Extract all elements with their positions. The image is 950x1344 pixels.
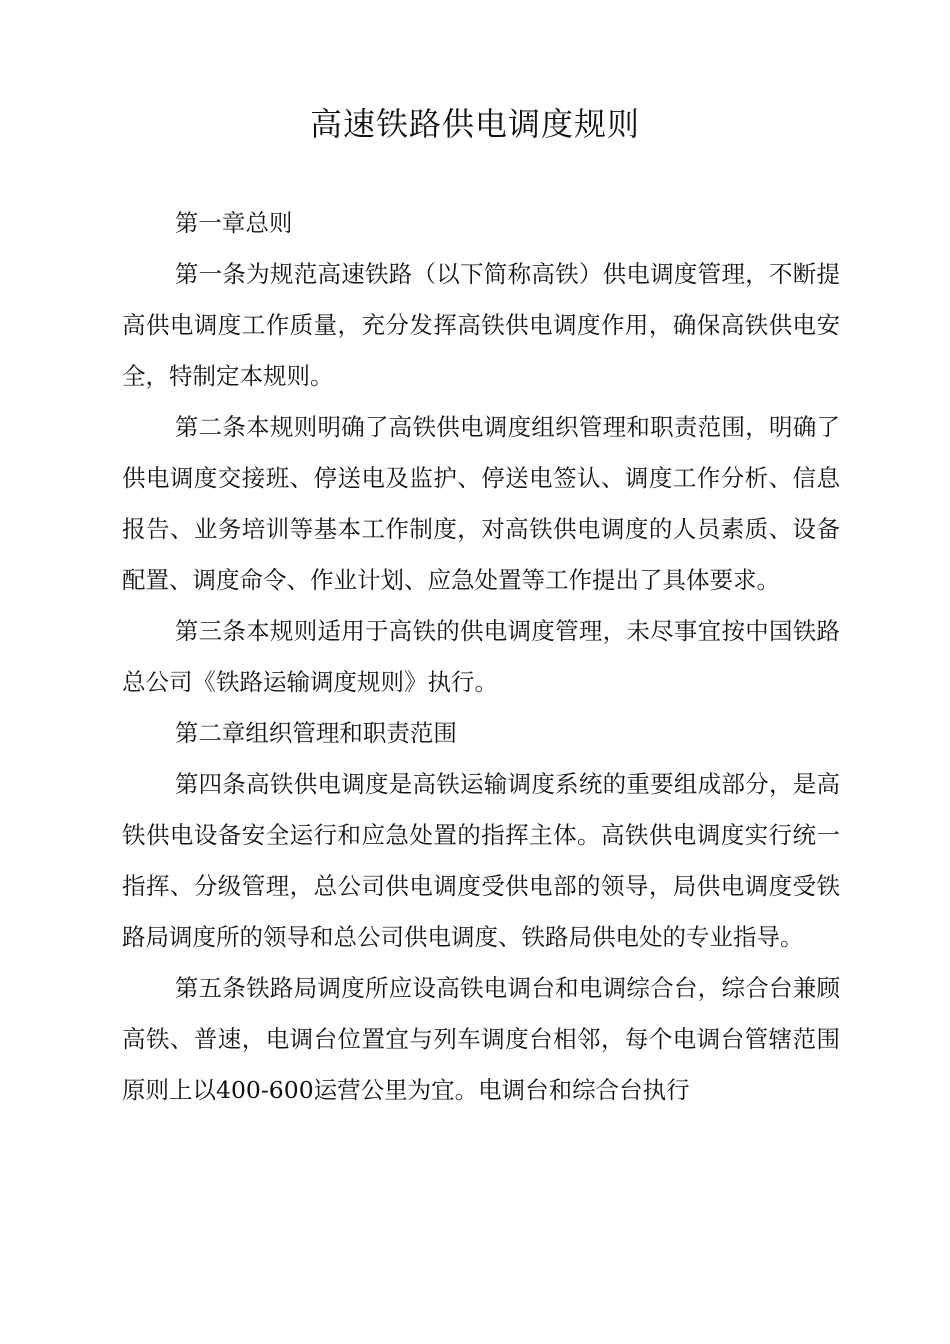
document-title: 高速铁路供电调度规则 bbox=[309, 105, 640, 143]
chapter-2-heading: 第二章组织管理和职责范围 bbox=[174, 719, 457, 747]
document-body bbox=[122, 198, 840, 1116]
article-4-paragraph: 第四条高铁供电调度是高铁运输调度系统的重要组成部分，是高铁供电设备安全运行和应急处置的指挥主体。高铁供电调度实行统一指挥、分级管理，总公司供电调度受供电部的领导，局供电调度受铁路局调度所的领导和总公司供电调度、铁路局供电处的专业指导。 bbox=[122, 770, 840, 951]
article-2-paragraph: 第二条本规则明确了高铁供电调度组织管理和职责范围，明确了供电调度交接班、停送电及监护、停送电签认、调度工作分析、信息报告、业务培训等基本工作制度，对高铁供电调度的人员素质、设备配置、调度命令、作业计划、应急处置等工作提出了具体要求。 bbox=[122, 413, 840, 594]
chapter-1-heading: 第一章总则 bbox=[174, 209, 293, 237]
article-5-paragraph: 第五条铁路局调度所应设高铁电调台和电调综合台，综合台兼顾高铁、普速，电调台位置宜与列车调度台相邻，每个电调台管辖范围原则上以400-600运营公里为宜。电调台和综合台执行 bbox=[122, 974, 840, 1104]
article-1-paragraph: 第一条为规范高速铁路（以下简称高铁）供电调度管理，不断提高供电调度工作质量，充分发挥高铁供电调度作用，确保高铁供电安全，特制定本规则。 bbox=[122, 260, 840, 390]
article-3-paragraph: 第三条本规则适用于高铁的供电调度管理，未尽事宜按中国铁路总公司《铁路运输调度规则》执行。 bbox=[122, 617, 840, 696]
